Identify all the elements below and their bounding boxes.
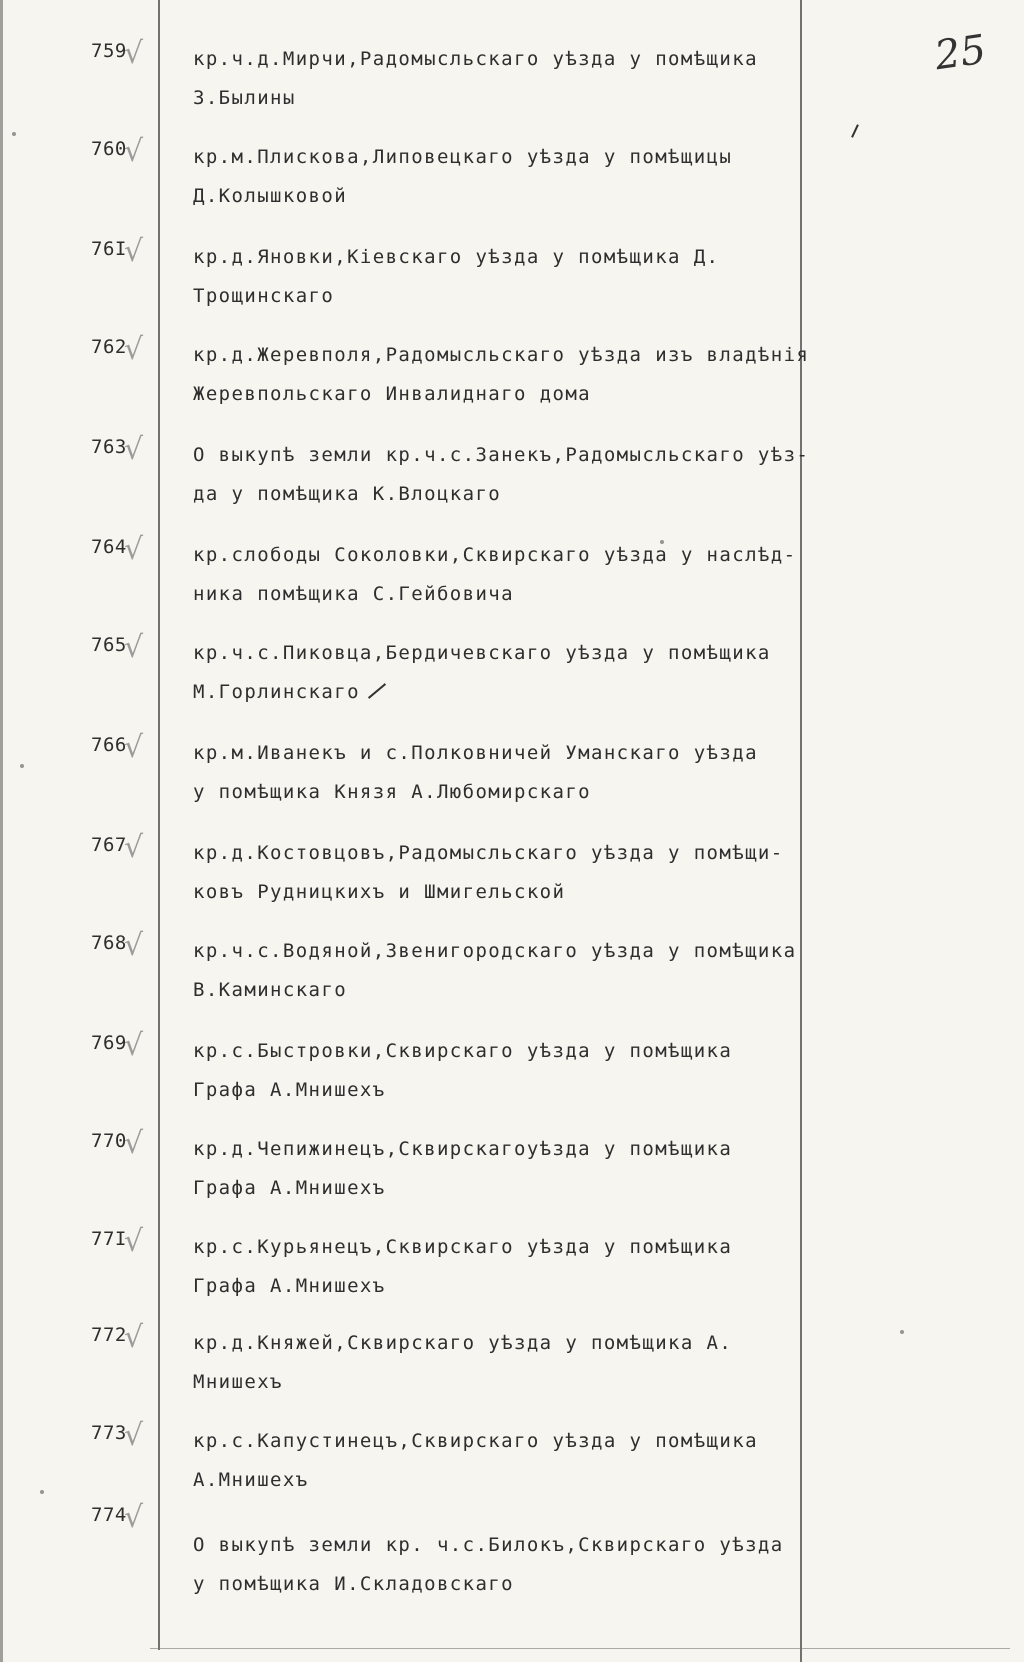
entry-number: 772 [91,1324,127,1346]
entry-number: 774 [91,1504,127,1526]
entry-line: кр.д.Яновки,Кіевскаго уѣзда у помѣщика Д. [193,246,720,268]
entry-line: кр.д.Чепижинецъ,Сквирскагоуѣзда у помѣщика [193,1138,733,1160]
entry-line: М.Горлинскаго [193,681,360,703]
check-mark-icon: √ [124,532,144,567]
entry-line: кр.с.Курьянецъ,Сквирскаго уѣзда у помѣщика [193,1236,733,1258]
entry-line: у помѣщика Князя А.Любомирскаго [193,781,592,803]
list-item [0,134,1024,228]
entry-text [193,734,758,812]
entry-line: кр.слободы Соколовки,Сквирскаго уѣзда у наслѣд- [193,544,797,566]
list-item [0,332,1024,426]
entry-text [193,1422,758,1500]
entry-text [193,40,758,118]
entry-number: 767 [91,834,127,856]
entry-line: кр.д.Жеревполя,Радомысльскаго уѣзда изъ владѣнія [193,344,810,366]
list-item [0,730,1024,824]
entry-text [193,634,771,712]
entry-line: О выкупѣ земли кр. ч.с.Билокъ,Сквирскаго уѣзда [193,1534,784,1556]
entry-text [193,834,784,912]
entry-text [193,536,796,614]
scan-speck [20,764,24,768]
entry-number: 762 [91,336,127,358]
check-mark-icon: √ [124,332,144,367]
scan-speck [900,1330,904,1334]
list-item [0,532,1024,626]
list-item [0,928,1024,1022]
scan-speck [12,132,16,136]
list-item [0,1028,1024,1122]
check-mark-icon: √ [124,134,144,169]
entry-line: кр.м.Иванекъ и с.Полковничей Уманскаго уѣзда [193,742,758,764]
entry-number: 773 [91,1422,127,1444]
entry-line: кр.с.Быстровки,Сквирскаго уѣзда у помѣщика [193,1040,733,1062]
list-item [0,830,1024,924]
list-item [0,1418,1024,1512]
entry-text [193,238,719,316]
entry-number: 763 [91,436,127,458]
entry-line: Трощинскаго [193,285,335,307]
entry-line: у помѣщика И.Складовскаго [193,1573,514,1595]
entry-number: 764 [91,536,127,558]
entry-number: 768 [91,932,127,954]
entry-number: 770 [91,1130,127,1152]
entry-number: 76I [91,238,127,260]
handwritten-page-number: 25 [932,26,989,80]
check-mark-icon: √ [124,1418,144,1453]
entry-line: З.Былины [193,87,296,109]
entry-text [193,1324,732,1402]
entry-text [193,1228,732,1306]
entry-line: Графа А.Мнишехъ [193,1275,386,1297]
check-mark-icon: √ [124,730,144,765]
entry-line: кр.ч.д.Мирчи,Радомысльскаго уѣзда у помѣщика [193,48,758,70]
entry-number: 759 [91,40,127,62]
entry-line: В.Каминскаго [193,979,348,1001]
check-mark-icon: √ [124,1500,144,1535]
entry-number: 765 [91,634,127,656]
list-item [0,1320,1024,1414]
check-mark-icon: √ [124,928,144,963]
entry-line: кр.д.Княжей,Сквирскаго уѣзда у помѣщика А. [193,1332,733,1354]
check-mark-icon: √ [124,1224,144,1259]
entry-line: Д.Колышковой [193,185,348,207]
entry-line: Мнишехъ [193,1371,283,1393]
entry-number: 760 [91,138,127,160]
entry-line: кр.д.Костовцовъ,Радомысльскаго уѣзда у помѣщи- [193,842,784,864]
entry-line: кр.ч.с.Пиковца,Бердичевскаго уѣзда у помѣщика [193,642,771,664]
list-item [0,630,1024,724]
entry-line: кр.ч.с.Водяной,Звенигородскаго уѣзда у помѣщика [193,940,797,962]
entry-line: А.Мнишехъ [193,1469,309,1491]
check-mark-icon: √ [124,1028,144,1063]
entry-text [193,1032,732,1110]
entry-line: ковъ Рудницкихъ и Шмигельской [193,881,566,903]
entry-text [193,932,796,1010]
check-mark-icon: √ [124,234,144,269]
entry-text [193,436,809,514]
entry-line: да у помѣщика К.Влоцкаго [193,483,502,505]
list-item [0,234,1024,328]
list-item [0,432,1024,526]
check-mark-icon: √ [124,1126,144,1161]
check-mark-icon: √ [124,1320,144,1355]
scan-speck [660,540,664,544]
scan-speck [40,1490,44,1494]
check-mark-icon: √ [124,630,144,665]
entry-text [193,1130,732,1208]
entry-line: кр.с.Капустинецъ,Сквирскаго уѣзда у помѣщика [193,1430,758,1452]
list-item [0,1224,1024,1318]
list-item [0,1500,1024,1595]
entry-text [193,138,732,216]
entry-line: Графа А.Мнишехъ [193,1177,386,1199]
check-mark-icon: √ [124,36,144,71]
entry-line: кр.м.Плискова,Липовецкаго уѣзда у помѣщицы [193,146,733,168]
entry-line: ника помѣщика С.Гейбовича [193,583,514,605]
entry-line: Жеревпольскаго Инвалиднаго дома [193,383,592,405]
list-item [0,1126,1024,1220]
bottom-rule [150,1648,1010,1649]
check-mark-icon: √ [124,830,144,865]
entry-line: О выкупѣ земли кр.ч.с.Занекъ,Радомысльскаго уѣз- [193,444,810,466]
check-mark-icon: √ [124,432,144,467]
entry-line: Графа А.Мнишехъ [193,1079,386,1101]
entry-number: 766 [91,734,127,756]
list-item [0,36,1024,130]
entry-number: 769 [91,1032,127,1054]
entry-number: 77I [91,1228,127,1250]
entry-text [193,336,809,414]
entry-text [193,1526,784,1604]
